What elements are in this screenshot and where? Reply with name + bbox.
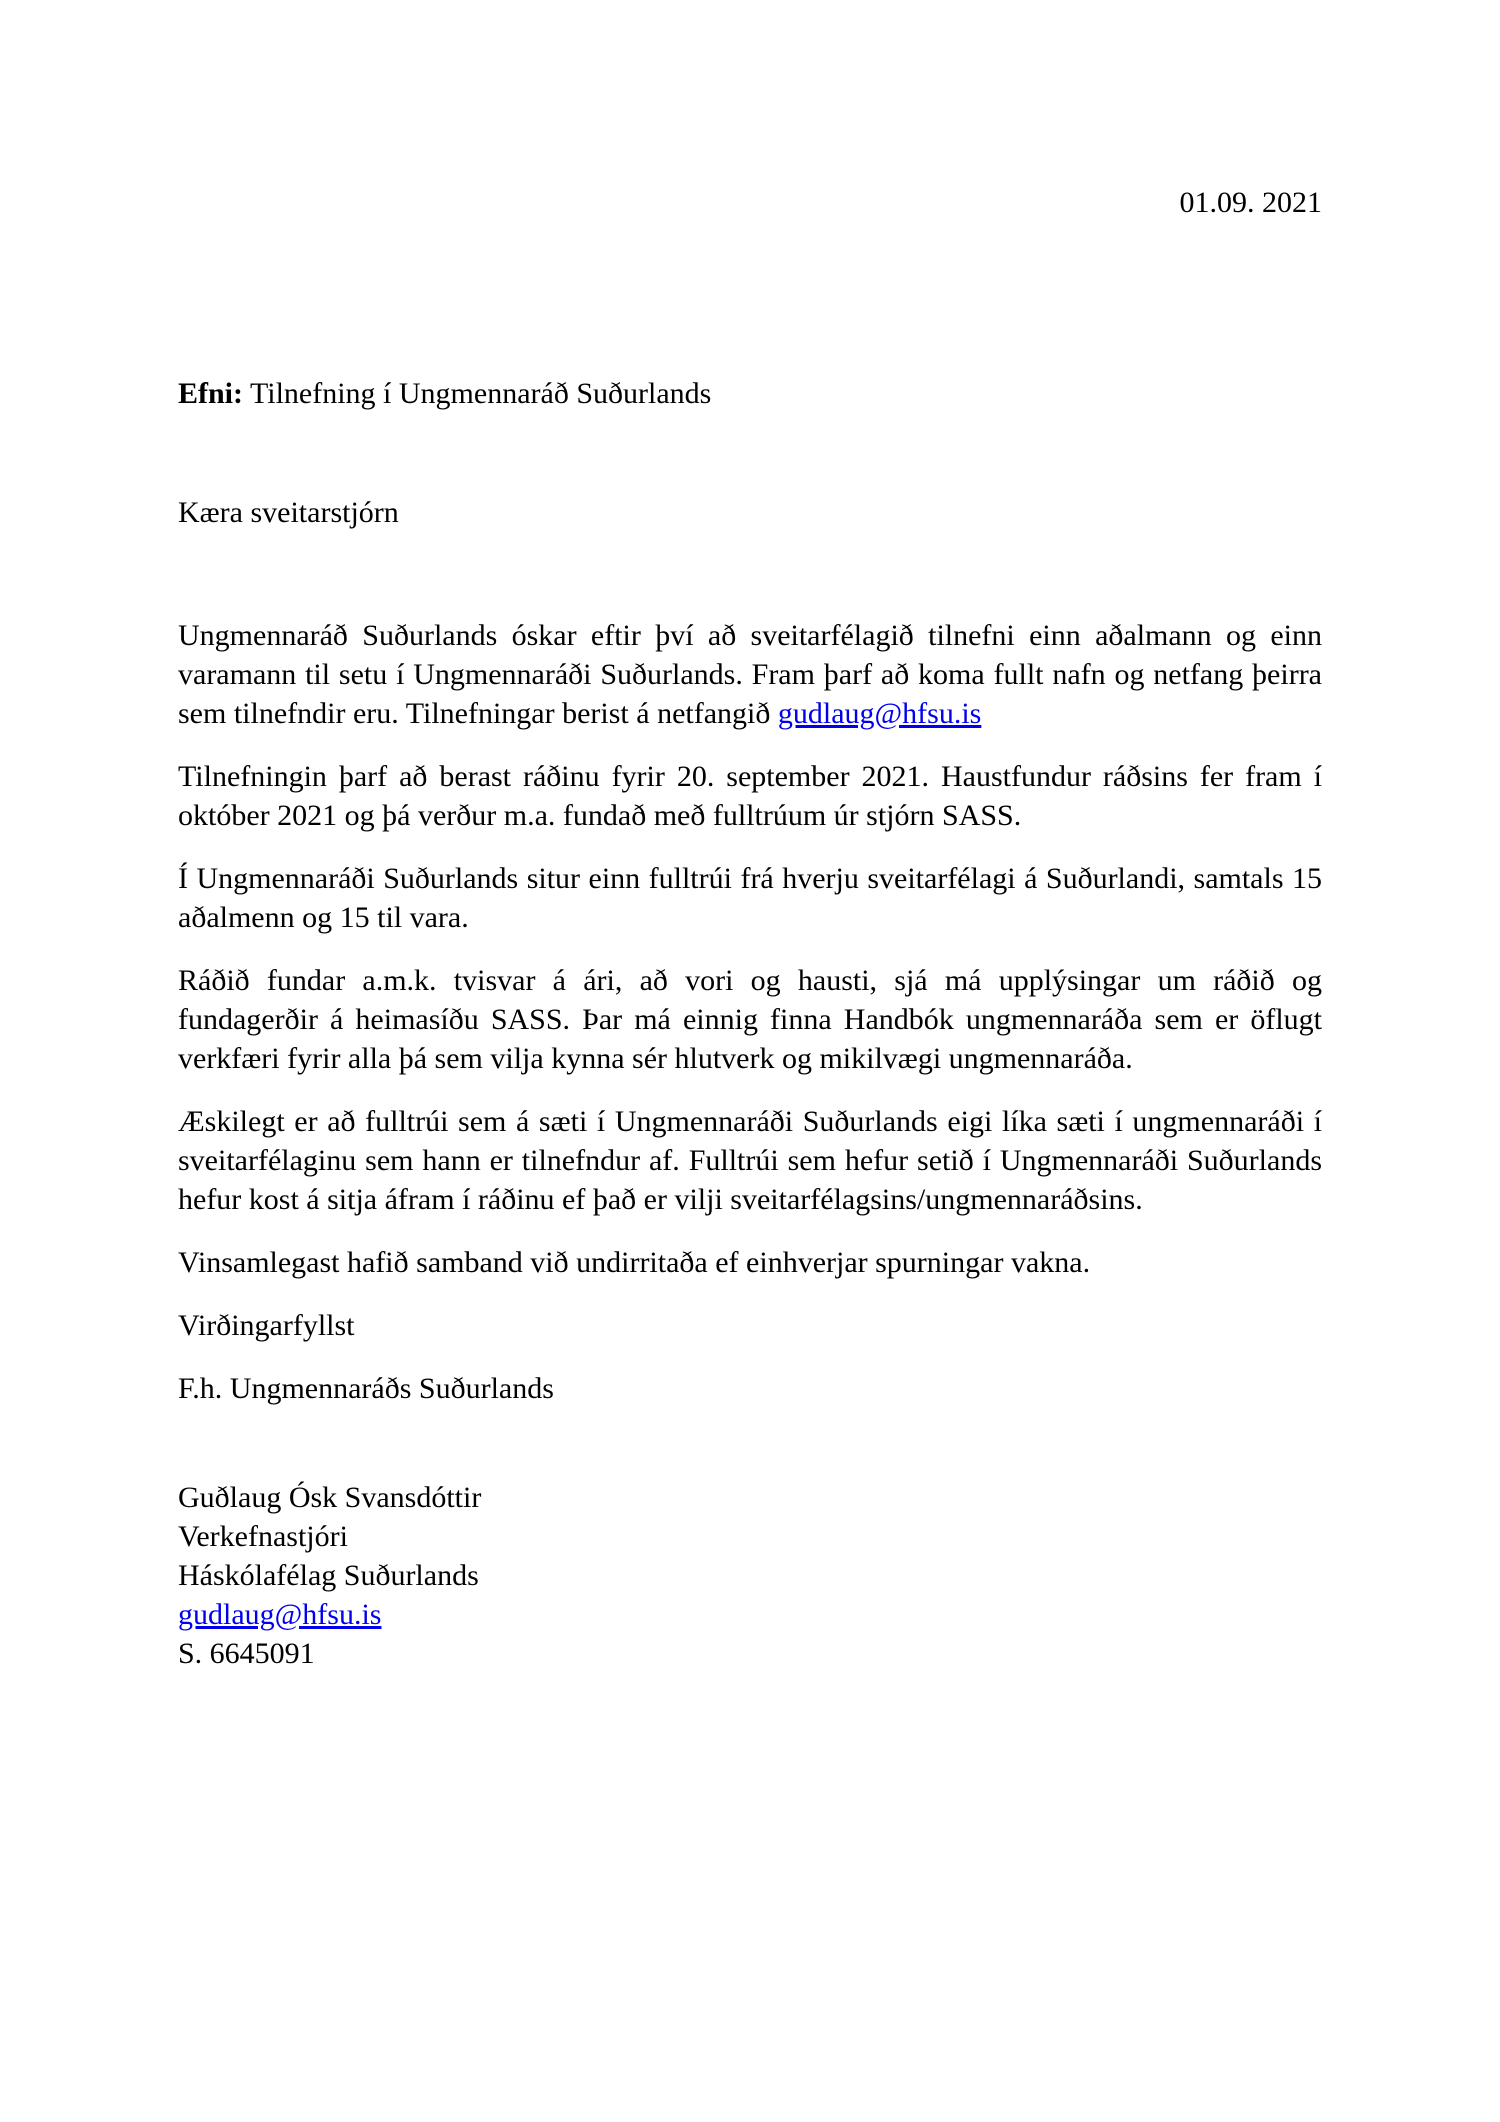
email-link[interactable]: gudlaug@hfsu.is bbox=[777, 697, 982, 730]
signature-block bbox=[178, 1478, 1322, 1673]
paragraph-membership-preference: Æskilegt er að fulltrúi sem á sæti í Ungmennaráði Suðurlands eigi líka sæti í ungmennaráði í sveitarfélaginu sem hann er tilnefndur af. Fulltrúi sem hefur setið í Ungmennaráði Suðurlands hefur kost á sitja áfram í ráðinu ef það er vilji sveitarfélagsins/ungmennaráðsins. bbox=[178, 1105, 1322, 1216]
paragraph-council-composition: Í Ungmennaráði Suðurlands situr einn fulltrúi frá hverju sveitarfélagi á Suðurlandi, samtals 15 aðalmenn og 15 til vara. bbox=[178, 862, 1322, 934]
subject-label: Efni: bbox=[178, 377, 244, 410]
signature-email-link[interactable]: gudlaug@hfsu.is bbox=[178, 1598, 382, 1631]
signature-email-line bbox=[178, 1595, 1322, 1634]
paragraph-contact: Vinsamlegast hafið samband við undirritaða ef einhverjar spurningar vakna. bbox=[178, 1246, 1091, 1279]
closing: Virðingarfyllst bbox=[178, 1309, 355, 1342]
date: 01.09. 2021 bbox=[1179, 186, 1322, 219]
signature-organization: Háskólafélag Suðurlands bbox=[178, 1559, 479, 1592]
greeting: Kæra sveitarstjórn bbox=[178, 496, 399, 529]
signature-phone: S. 6645091 bbox=[178, 1637, 315, 1670]
paragraph-meetings-info: Ráðið fundar a.m.k. tvisvar á ári, að vori og hausti, sjá má upplýsingar um ráðið og fundagerðir á heimasíðu SASS. Þar má einnig finna Handbók ungmennaráða sem er öflugt verkfæri fyrir alla þá sem vilja kynna sér hlutverk og mikilvægi ungmennaráða. bbox=[178, 964, 1322, 1075]
subject-text: Tilnefning í Ungmennaráð Suðurlands bbox=[243, 377, 712, 410]
on-behalf: F.h. Ungmennaráðs Suðurlands bbox=[178, 1372, 554, 1405]
signature-title: Verkefnastjóri bbox=[178, 1520, 348, 1553]
paragraph-nomination-request bbox=[178, 616, 1322, 733]
paragraph-deadline: Tilnefningin þarf að berast ráðinu fyrir 20. september 2021. Haustfundur ráðsins fer fram í október 2021 og þá verður m.a. fundað með fulltrúum úr stjórn SASS. bbox=[178, 760, 1322, 832]
paragraph-nomination-text: Ungmennaráð Suðurlands óskar eftir því að sveitarfélagið tilnefni einn aðalmann og einn varamann til setu í Ungmennaráði Suðurlands. Fram þarf að koma fullt nafn og netfang þeirra sem tilnefndir eru. Tilnefningar berist á netfangið bbox=[178, 619, 1322, 730]
subject-line bbox=[178, 374, 1322, 413]
signature-name: Guðlaug Ósk Svansdóttir bbox=[178, 1481, 482, 1514]
